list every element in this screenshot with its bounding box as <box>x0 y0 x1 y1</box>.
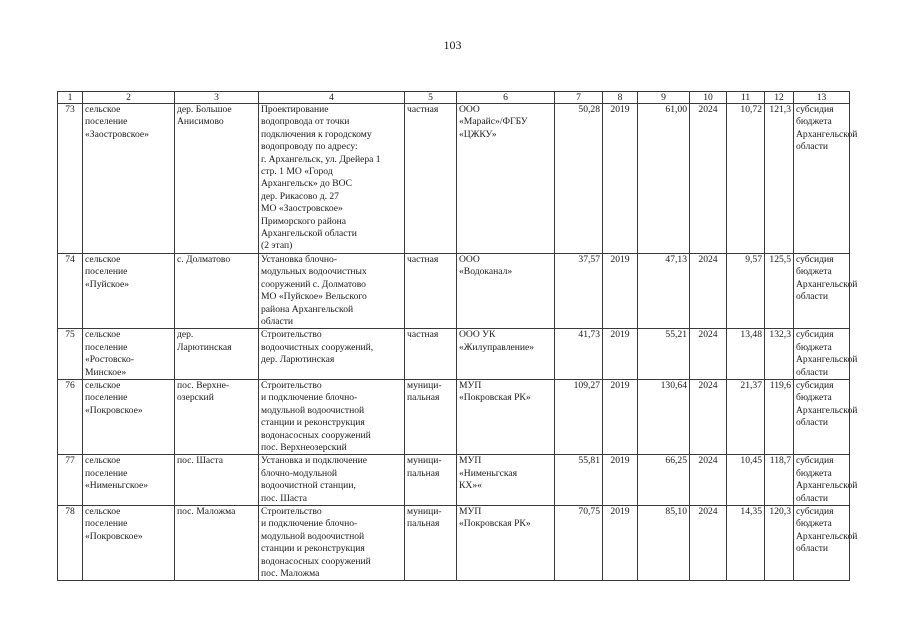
row-number: 74 <box>58 253 83 328</box>
locality-cell: дер. Большое Анисимово <box>175 104 259 254</box>
ownership-cell: частная <box>405 104 457 254</box>
data-table <box>57 91 858 581</box>
column-header: 13 <box>794 92 850 104</box>
source-cell: субсидия бюджета Архангельской области <box>794 455 850 506</box>
column-header: 11 <box>727 92 765 104</box>
value-cell: 10,45 <box>727 455 765 506</box>
settlement-cell: сельское поселение «Покровское» <box>83 379 175 454</box>
year-cell: 2019 <box>603 253 638 328</box>
table-row <box>58 506 850 581</box>
percent-cell: 132,3 <box>765 329 794 380</box>
header-row <box>58 92 850 104</box>
column-header: 10 <box>690 92 727 104</box>
value-cell: 55,81 <box>555 455 603 506</box>
percent-cell: 125,5 <box>765 253 794 328</box>
ownership-cell: муници- пальная <box>405 455 457 506</box>
column-header: 3 <box>175 92 259 104</box>
row-number: 78 <box>58 506 83 581</box>
project-cell: Проектирование водопровода от точки подключения к городскому водопроводу по адресу: г. Архангельск, ул. Дрейера 1 стр. 1 МО «Город Архангельск» до ВОС дер. Рикасово д. 27 МО «Заостровское» Приморского района Архангельской области (2 этап) <box>259 104 405 254</box>
project-cell: Установка блочно- модульных водоочистных сооружений с. Долматово МО «Пуйское» Вельского района Архангельской области <box>259 253 405 328</box>
year-cell: 2024 <box>690 379 727 454</box>
value-cell: 37,57 <box>555 253 603 328</box>
year-cell: 2024 <box>690 253 727 328</box>
operator-cell: ООО «Водоканал» <box>457 253 555 328</box>
row-number: 75 <box>58 329 83 380</box>
year-cell: 2019 <box>603 379 638 454</box>
row-number: 76 <box>58 379 83 454</box>
year-cell: 2019 <box>603 455 638 506</box>
table-row <box>58 455 850 506</box>
locality-cell: с. Долматово <box>175 253 259 328</box>
year-cell: 2024 <box>690 455 727 506</box>
source-cell: субсидия бюджета Архангельской области <box>794 253 850 328</box>
column-header: 7 <box>555 92 603 104</box>
value-cell: 130,64 <box>638 379 690 454</box>
operator-cell: МУП «Нименьгская КХ»« <box>457 455 555 506</box>
operator-cell: ООО УК «Жилуправление» <box>457 329 555 380</box>
source-cell: субсидия бюджета Архангельской области <box>794 379 850 454</box>
operator-cell: МУП «Покровская РК» <box>457 379 555 454</box>
column-header: 5 <box>405 92 457 104</box>
percent-cell: 121,3 <box>765 104 794 254</box>
value-cell: 61,00 <box>638 104 690 254</box>
year-cell: 2024 <box>690 104 727 254</box>
source-cell: субсидия бюджета Архангельской области <box>794 104 850 254</box>
value-cell: 66,25 <box>638 455 690 506</box>
project-cell: Строительство водоочистных сооружений, дер. Ларютинская <box>259 329 405 380</box>
project-cell: Строительство и подключение блочно- модульной водоочистной станции и реконструкция водонасосных сооружений пос. Маложма <box>259 506 405 581</box>
settlement-cell: сельское поселение «Ростовско- Минское» <box>83 329 175 380</box>
year-cell: 2019 <box>603 329 638 380</box>
column-header: 2 <box>83 92 175 104</box>
table-row <box>58 253 850 328</box>
table-row <box>58 104 850 254</box>
locality-cell: пос. Шаста <box>175 455 259 506</box>
locality-cell: дер. Ларютинская <box>175 329 259 380</box>
source-cell: субсидия бюджета Архангельской области <box>794 329 850 380</box>
ownership-cell: муници- пальная <box>405 506 457 581</box>
table-row <box>58 329 850 380</box>
year-cell: 2019 <box>603 104 638 254</box>
column-header: 1 <box>58 92 83 104</box>
value-cell: 85,10 <box>638 506 690 581</box>
percent-cell: 118,7 <box>765 455 794 506</box>
row-number: 77 <box>58 455 83 506</box>
settlement-cell: сельское поселение «Нименьгское» <box>83 455 175 506</box>
locality-cell: пос. Маложма <box>175 506 259 581</box>
column-header: 8 <box>603 92 638 104</box>
value-cell: 13,48 <box>727 329 765 380</box>
settlement-cell: сельское поселение «Пуйское» <box>83 253 175 328</box>
value-cell: 41,73 <box>555 329 603 380</box>
operator-cell: МУП «Покровская РК» <box>457 506 555 581</box>
table-row <box>58 379 850 454</box>
ownership-cell: частная <box>405 329 457 380</box>
value-cell: 14,35 <box>727 506 765 581</box>
year-cell: 2019 <box>603 506 638 581</box>
value-cell: 55,21 <box>638 329 690 380</box>
year-cell: 2024 <box>690 506 727 581</box>
value-cell: 9,57 <box>727 253 765 328</box>
value-cell: 70,75 <box>555 506 603 581</box>
value-cell: 21,37 <box>727 379 765 454</box>
column-header: 6 <box>457 92 555 104</box>
value-cell: 10,72 <box>727 104 765 254</box>
year-cell: 2024 <box>690 329 727 380</box>
column-header: 9 <box>638 92 690 104</box>
value-cell: 109,27 <box>555 379 603 454</box>
project-cell: Строительство и подключение блочно- модульной водоочистной станции и реконструкция водонасосных сооружений пос. Верхнеозерский <box>259 379 405 454</box>
value-cell: 50,28 <box>555 104 603 254</box>
settlement-cell: сельское поселение «Покровское» <box>83 506 175 581</box>
ownership-cell: частная <box>405 253 457 328</box>
settlement-cell: сельское поселение «Заостровское» <box>83 104 175 254</box>
locality-cell: пос. Верхне- озерский <box>175 379 259 454</box>
value-cell: 47,13 <box>638 253 690 328</box>
page-number: 103 <box>443 38 462 52</box>
percent-cell: 119,6 <box>765 379 794 454</box>
row-number: 73 <box>58 104 83 254</box>
operator-cell: ООО «Марайс»/ФГБУ «ЦЖКУ» <box>457 104 555 254</box>
column-header: 12 <box>765 92 794 104</box>
column-header: 4 <box>259 92 405 104</box>
source-cell: субсидия бюджета Архангельской области <box>794 506 850 581</box>
project-cell: Установка и подключение блочно-модульной водоочистной станции, пос. Шаста <box>259 455 405 506</box>
percent-cell: 120,3 <box>765 506 794 581</box>
ownership-cell: муници- пальная <box>405 379 457 454</box>
